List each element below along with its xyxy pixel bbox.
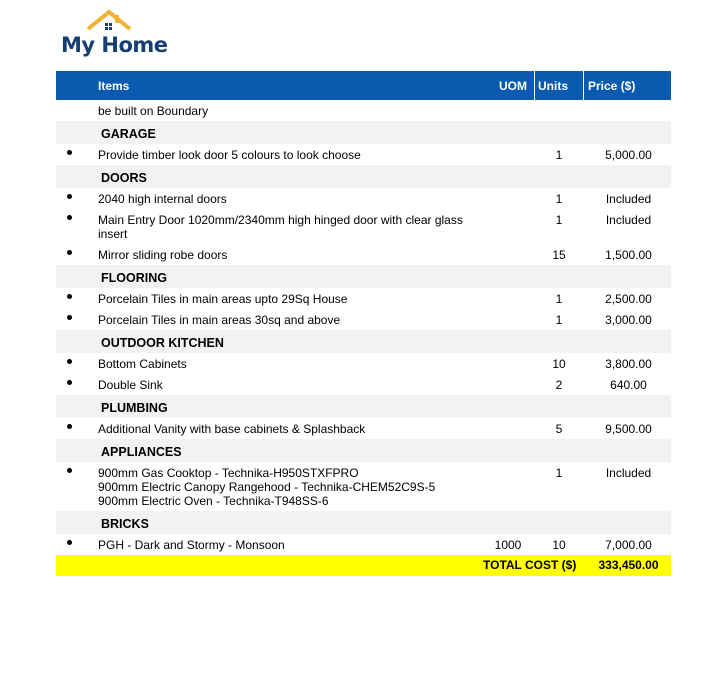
- item-description: Main Entry Door 1020mm/2340mm high hinged door with clear glass insert: [98, 213, 463, 241]
- bullet-icon: [67, 380, 72, 385]
- intro-text: be built on Boundary: [98, 104, 209, 118]
- bullet-icon: [67, 359, 72, 364]
- section-title: BRICKS: [101, 517, 149, 531]
- total-label: TOTAL COST ($): [483, 558, 577, 572]
- header-price: Price ($): [588, 79, 636, 93]
- intro-row: [56, 100, 671, 121]
- item-price: Included: [605, 192, 652, 206]
- line-item-row: [56, 309, 671, 330]
- total-row: [56, 555, 671, 576]
- item-price: 1,500.00: [605, 248, 652, 262]
- item-units: 5: [555, 422, 563, 436]
- item-units: 2: [555, 378, 563, 392]
- house-roof-icon: [85, 9, 133, 33]
- header-divider: [583, 71, 584, 100]
- item-price: Included: [605, 466, 652, 480]
- bullet-icon: [67, 194, 72, 199]
- header-units: Units: [538, 79, 568, 93]
- item-units: 10: [552, 538, 566, 552]
- section-row: [56, 165, 671, 188]
- item-units: 15: [552, 248, 566, 262]
- bullet-icon: [67, 468, 72, 473]
- line-item-row: [56, 418, 671, 439]
- brand-logo: [61, 9, 171, 59]
- bullet-icon: [67, 540, 72, 545]
- item-description: Double Sink: [98, 378, 163, 392]
- quote-table: [56, 71, 671, 576]
- bullet-icon: [67, 315, 72, 320]
- line-item-row: [56, 244, 671, 265]
- item-units: 10: [552, 357, 566, 371]
- item-price: 7,000.00: [605, 538, 652, 552]
- item-description: Porcelain Tiles in main areas 30sq and above: [98, 313, 341, 327]
- item-units: 1: [555, 148, 563, 162]
- item-price: 640.00: [610, 378, 647, 392]
- line-item-row: [56, 534, 671, 555]
- line-item-row: [56, 288, 671, 309]
- header-items: Items: [98, 79, 130, 93]
- line-item-row: [56, 188, 671, 209]
- section-title: DOORS: [101, 171, 147, 185]
- bullet-icon: [67, 424, 72, 429]
- section-row: [56, 511, 671, 534]
- item-description: Additional Vanity with base cabinets & Splashback: [98, 422, 366, 436]
- sections-container: [56, 121, 671, 555]
- line-item-row: [56, 209, 671, 244]
- brand-name: My Home: [61, 33, 168, 57]
- item-price: 5,000.00: [605, 148, 652, 162]
- item-units: 1: [555, 313, 563, 327]
- item-uom: 1000: [494, 538, 522, 552]
- total-value: 333,450.00: [598, 558, 659, 572]
- item-price: 2,500.00: [605, 292, 652, 306]
- section-row: [56, 121, 671, 144]
- section-row: [56, 265, 671, 288]
- item-price: 3,800.00: [605, 357, 652, 371]
- item-units: 1: [555, 192, 563, 206]
- line-item-row: [56, 353, 671, 374]
- header-uom: UOM: [499, 79, 527, 93]
- bullet-icon: [67, 215, 72, 220]
- section-title: APPLIANCES: [101, 445, 182, 459]
- section-title: OUTDOOR KITCHEN: [101, 336, 224, 350]
- line-item-row: [56, 374, 671, 395]
- bullet-icon: [67, 150, 72, 155]
- item-units: 1: [555, 466, 563, 480]
- section-row: [56, 439, 671, 462]
- bullet-icon: [67, 294, 72, 299]
- item-price: 3,000.00: [605, 313, 652, 327]
- section-title: GARAGE: [101, 127, 156, 141]
- item-price: 9,500.00: [605, 422, 652, 436]
- item-description: 2040 high internal doors: [98, 192, 227, 206]
- header-divider: [534, 71, 535, 100]
- table-header: [56, 71, 671, 100]
- item-description: PGH - Dark and Stormy - Monsoon: [98, 538, 285, 552]
- section-title: PLUMBING: [101, 401, 168, 415]
- line-item-row: [56, 144, 671, 165]
- item-units: 1: [555, 213, 563, 227]
- bullet-icon: [67, 250, 72, 255]
- item-description: Provide timber look door 5 colours to look choose: [98, 148, 361, 162]
- item-units: 1: [555, 292, 563, 306]
- item-description: 900mm Gas Cooktop - Technika-H950STXFPRO 900mm Electric Canopy Rangehood - Technika-CHEM52C9S-5 900mm Electric Oven - Technika-T948SS-6: [98, 466, 436, 508]
- item-price: Included: [605, 213, 652, 227]
- item-description: Bottom Cabinets: [98, 357, 187, 371]
- section-row: [56, 395, 671, 418]
- line-item-row: [56, 462, 671, 511]
- item-description: Porcelain Tiles in main areas upto 29Sq House: [98, 292, 348, 306]
- section-title: FLOORING: [101, 271, 167, 285]
- section-row: [56, 330, 671, 353]
- item-description: Mirror sliding robe doors: [98, 248, 228, 262]
